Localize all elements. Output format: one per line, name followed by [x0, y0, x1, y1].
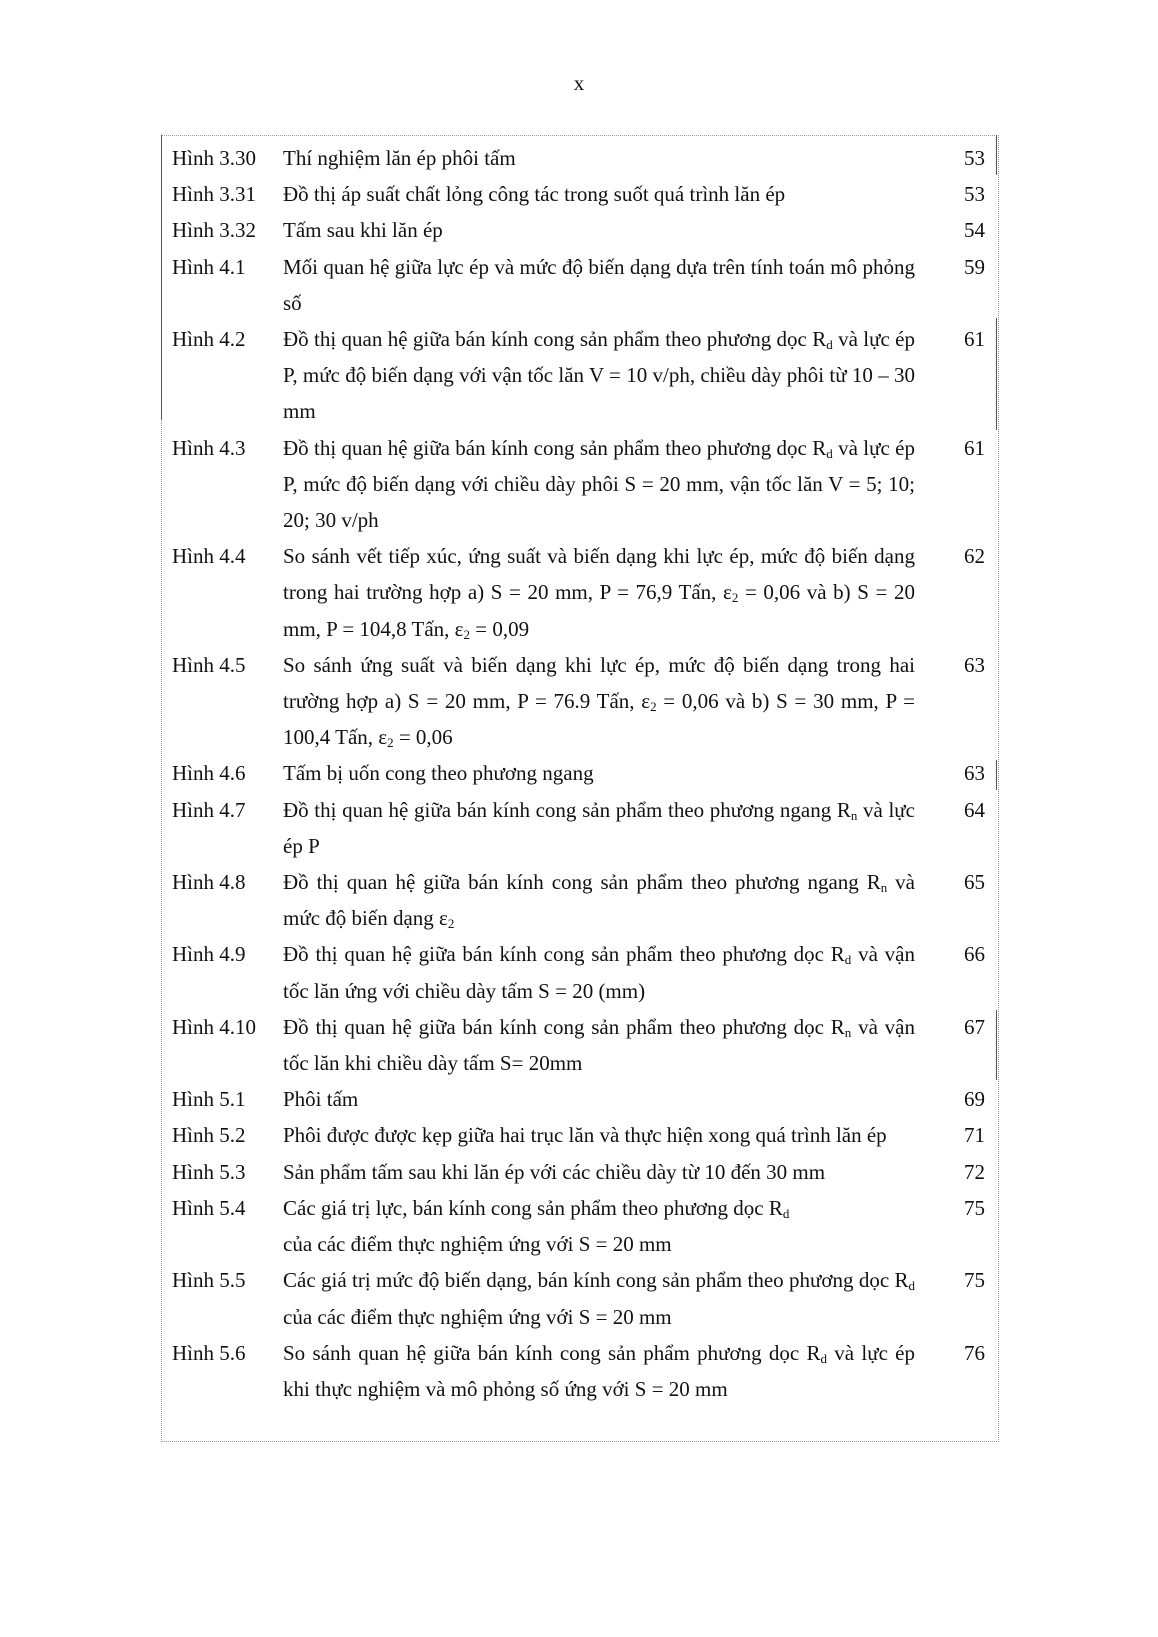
figure-page-number: 69: [964, 1087, 985, 1112]
title-text: và lực ép P, mức độ biến dạng với chiều dày phôi S = 20 mm, vận tốc lăn V = 5; 10; 20; 30 v/ph: [283, 435, 915, 533]
figure-page-number: 61: [964, 435, 985, 460]
figure-page-number: 59: [964, 254, 985, 279]
title-text: Phôi được được kẹp giữa hai trục lăn và thực hiện xong quá trình lăn ép: [283, 1123, 887, 1148]
figure-page-number: 63: [964, 761, 985, 786]
figure-page-number: 67: [964, 1014, 985, 1039]
figure-label: Hình 5.4: [172, 1195, 246, 1220]
page-number: x: [573, 71, 585, 95]
title-text: của các điểm thực nghiệm ứng với S = 20 mm: [283, 1232, 672, 1257]
figure-title: [283, 430, 915, 539]
title-text: So sánh quan hệ giữa bán kính cong sản phẩm phương dọc R: [283, 1340, 821, 1365]
subscript: d: [782, 1205, 790, 1221]
figure-title: [283, 1190, 915, 1262]
figure-label: Hình 4.10: [172, 1014, 256, 1039]
figure-label: Hình 4.7: [172, 797, 246, 822]
title-text: Đồ thị quan hệ giữa bán kính cong sản phẩm theo phương dọc R: [283, 435, 827, 460]
figure-label: Hình 4.1: [172, 254, 246, 279]
figure-title: [283, 864, 915, 936]
figure-entry: [161, 1335, 999, 1407]
figure-page-number: 64: [964, 797, 985, 822]
figure-label: Hình 4.5: [172, 652, 246, 677]
title-text: = 0,09: [470, 616, 530, 641]
title-text: và lực ép P, mức độ biến dạng với vận tốc lăn V = 10 v/ph, chiều dày phôi từ 10 – 30 mm: [283, 327, 915, 424]
figure-list: [161, 140, 999, 1407]
subscript: 2: [731, 590, 739, 606]
subscript: 2: [447, 916, 455, 932]
figure-entry: [161, 1117, 999, 1153]
figure-page-number: 72: [964, 1159, 985, 1184]
title-text: Đồ thị quan hệ giữa bán kính cong sản phẩm theo phương ngang R: [283, 797, 851, 822]
figure-entry: [161, 1154, 999, 1190]
figure-label: Hình 5.2: [172, 1123, 246, 1148]
figure-title: [283, 1009, 915, 1081]
title-text: Tấm bị uốn cong theo phương ngang: [283, 761, 594, 786]
figure-entry: [161, 538, 999, 647]
figure-title: [283, 936, 915, 1008]
figure-page-number: 53: [964, 146, 985, 170]
figure-entry: [161, 647, 999, 756]
title-text: và vận tốc lăn khi chiều dày tấm S= 20mm: [283, 1014, 915, 1076]
figure-entry: [161, 1262, 999, 1334]
title-text: Các giá trị lực, bán kính cong sản phẩm theo phương dọc R: [283, 1195, 783, 1220]
figure-title: [283, 321, 915, 430]
figure-label: Hình 3.32: [172, 218, 256, 243]
subscript: 2: [463, 626, 470, 642]
title-text: Sản phẩm tấm sau khi lăn ép với các chiều dày từ 10 đến 30 mm: [283, 1159, 826, 1184]
subscript: 2: [650, 699, 657, 715]
title-text: của các điểm thực nghiệm ứng với S = 20 mm: [283, 1304, 672, 1329]
title-text: và lực ép P: [283, 797, 916, 858]
figure-entry: [161, 1081, 999, 1117]
figure-entry: [161, 140, 999, 176]
figure-entry: [161, 249, 999, 321]
figure-entry: [161, 1190, 999, 1262]
title-text: Phôi tấm: [283, 1087, 359, 1112]
subscript: d: [826, 337, 833, 353]
figure-label: Hình 4.4: [172, 544, 246, 569]
subscript: d: [908, 1278, 915, 1294]
figure-label: Hình 5.3: [172, 1159, 246, 1184]
title-text: Tấm sau khi lăn ép: [283, 218, 443, 243]
figure-page-number: 71: [964, 1123, 985, 1148]
figure-title: [283, 755, 915, 791]
title-text: Đồ thị áp suất chất lỏng công tác trong suốt quá trình lăn ép: [283, 182, 786, 207]
figure-label: Hình 5.5: [172, 1268, 246, 1293]
title-text: Đồ thị quan hệ giữa bán kính cong sản phẩm theo phương dọc R: [283, 1014, 845, 1039]
figure-label: Hình 4.2: [172, 327, 246, 352]
title-text: Đồ thị quan hệ giữa bán kính cong sản phẩm theo phương ngang R: [283, 870, 881, 895]
figure-entry: [161, 936, 999, 1008]
figure-page-number: 61: [964, 327, 985, 352]
figure-entry: [161, 430, 999, 539]
subscript: 2: [387, 735, 394, 751]
subscript: n: [850, 807, 858, 823]
figure-entry: [161, 212, 999, 248]
figure-page-number: 75: [964, 1268, 985, 1293]
subscript: d: [844, 952, 852, 968]
figure-title: [283, 1335, 915, 1407]
figure-title: [283, 1154, 915, 1190]
figure-label: Hình 4.6: [172, 761, 246, 786]
figure-title: [283, 212, 915, 248]
figure-page-number: 63: [964, 652, 985, 677]
figure-title: [283, 140, 915, 176]
figure-label: Hình 3.31: [172, 182, 256, 207]
title-text: = 0,06 và b) S = 20 mm, P = 104,8 Tấn, ε: [283, 580, 915, 641]
subscript: d: [820, 1350, 828, 1366]
figure-title: [283, 1262, 915, 1334]
figure-entry: [161, 1009, 999, 1081]
figure-title: [283, 176, 915, 212]
figure-entry: [161, 792, 999, 864]
title-text: và lực ép khi thực nghiệm và mô phỏng số ứng với S = 20 mm: [283, 1340, 915, 1401]
title-text: và vận tốc lăn ứng với chiều dày tấm S = 20 (mm): [283, 942, 915, 1003]
figure-title: [283, 249, 915, 321]
figure-label: Hình 5.6: [172, 1340, 246, 1365]
figure-label: Hình 4.9: [172, 942, 246, 967]
title-text: Đồ thị quan hệ giữa bán kính cong sản phẩm theo phương dọc R: [283, 942, 845, 967]
title-text: So sánh ứng suất và biến dạng khi lực ép, mức độ biến dạng trong hai trường hợp a) S = 20 mm, P = 76.9 Tấn, ε: [283, 652, 915, 714]
title-text: = 0,06 và b) S = 30 mm, P = 100,4 Tấn, ε: [283, 689, 915, 750]
figure-title: [283, 1117, 915, 1153]
title-text: và mức độ biến dạng ε: [283, 870, 916, 931]
figure-entry: [161, 864, 999, 936]
figure-page-number: 62: [964, 544, 985, 569]
figure-page-number: 53: [964, 182, 985, 207]
figure-page-number: 66: [964, 942, 985, 967]
figure-label: Hình 3.30: [172, 146, 256, 170]
title-text: So sánh vết tiếp xúc, ứng suất và biến dạng khi lực ép, mức độ biến dạng trong hai trường hợp a) S = 20 mm, P = 76,9 Tấn, ε: [283, 544, 915, 605]
figure-label: Hình 4.3: [172, 435, 246, 460]
subscript: n: [880, 880, 888, 896]
figure-title: [283, 1081, 915, 1117]
figure-label: Hình 5.1: [172, 1087, 246, 1112]
figure-entry: [161, 755, 999, 791]
figure-title: [283, 792, 915, 864]
figure-label: Hình 4.8: [172, 870, 246, 895]
figure-entry: [161, 321, 999, 430]
title-text: = 0,06: [393, 725, 453, 750]
title-text: Các giá trị mức độ biến dạng, bán kính cong sản phẩm theo phương dọc R: [283, 1268, 909, 1293]
figure-page-number: 75: [964, 1195, 985, 1220]
title-text: Thí nghiệm lăn ép phôi tấm: [283, 146, 516, 170]
figure-title: [283, 647, 915, 756]
figure-page-number: 76: [964, 1340, 985, 1365]
figure-title: [283, 538, 915, 647]
title-text: Đồ thị quan hệ giữa bán kính cong sản phẩm theo phương dọc R: [283, 327, 827, 352]
subscript: n: [844, 1024, 852, 1040]
title-text: Mối quan hệ giữa lực ép và mức độ biến dạng dựa trên tính toán mô phỏng số: [283, 254, 915, 315]
subscript: d: [826, 445, 833, 461]
figure-entry: [161, 176, 999, 212]
figure-page-number: 65: [964, 870, 985, 895]
figure-page-number: 54: [964, 218, 985, 243]
